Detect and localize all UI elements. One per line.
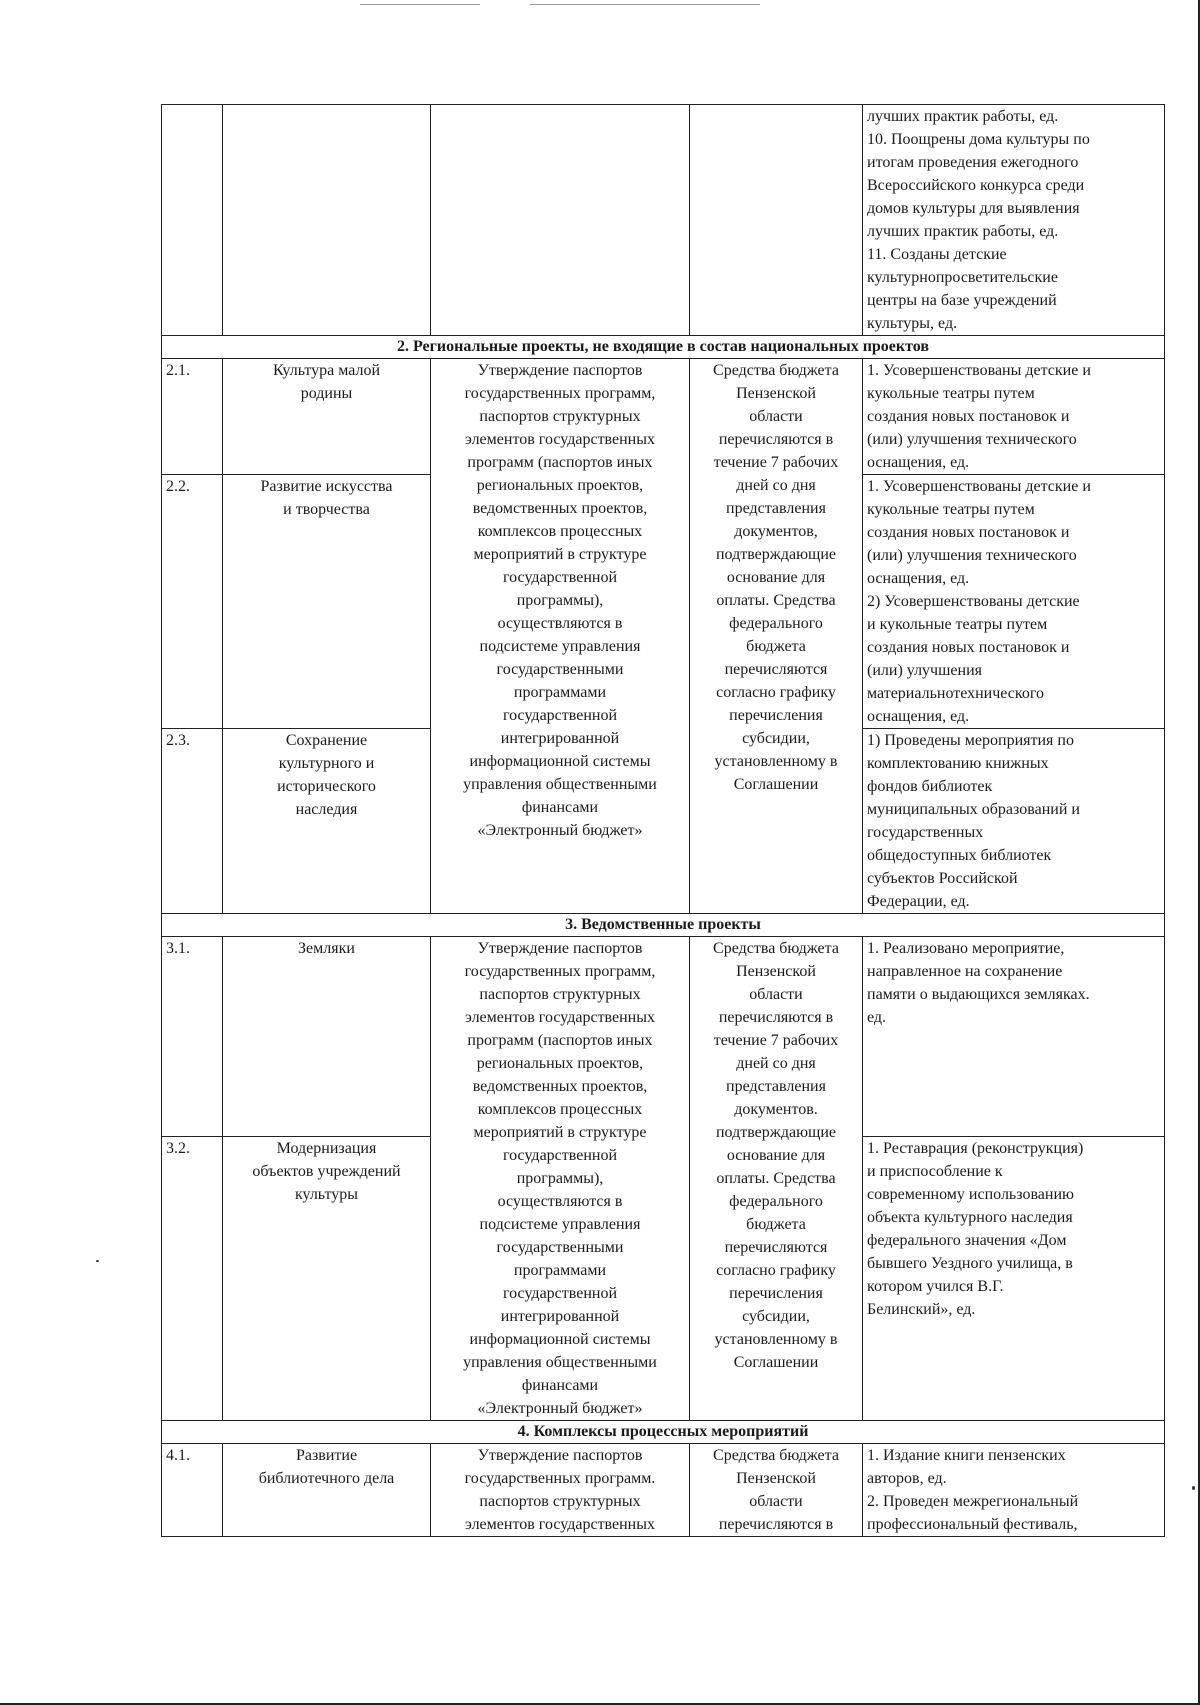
text-line: Всероссийского конкурса среди (867, 177, 1085, 194)
text-line: государственной (502, 569, 618, 586)
results-cell (863, 475, 1165, 729)
text-line: мероприятий в структуре (473, 1124, 647, 1141)
text-line: и кукольные театры путем (867, 616, 1048, 633)
text-line: наследия (295, 801, 358, 818)
text-line: 1. Усовершенствованы детские и (867, 478, 1091, 495)
scan-artifact-line (530, 4, 760, 5)
text-line: лучших практик работы, ед. (867, 108, 1059, 125)
text-line: (или) улучшения (867, 662, 982, 679)
results-cell (863, 937, 1165, 1137)
text-line: 10. Поощрены дома культуры по (867, 131, 1090, 148)
row-number: 2.1. (162, 359, 223, 475)
text-line: федерального (729, 615, 823, 632)
text-line: культурного и (278, 755, 375, 772)
text-line: исторического (277, 778, 376, 795)
text-line: субсидии, (742, 730, 810, 747)
text-line: бюджета (746, 638, 806, 655)
section-title: 2. Региональные проекты, не входящие в состав национальных проектов (162, 336, 1165, 359)
text-line: (или) улучшения технического (867, 547, 1077, 564)
text-line: управления общественными (463, 1354, 657, 1371)
text-line: Утверждение паспортов (477, 1447, 643, 1464)
text-line: 1) Проведены мероприятия по (867, 732, 1074, 749)
results-cell (863, 359, 1165, 475)
text-line: информационной системы (469, 1331, 651, 1348)
text-line: Земляки (298, 940, 355, 957)
project-name (223, 1444, 431, 1537)
project-name (223, 359, 431, 475)
project-name (223, 729, 431, 914)
text-line: комплексов процессных (477, 1101, 643, 1118)
text-line: области (749, 986, 803, 1003)
results-cell (863, 105, 1165, 336)
text-line: объекта культурного наследия (867, 1209, 1073, 1226)
text-line: ед. (867, 1009, 887, 1026)
text-line: финансами (521, 1377, 599, 1394)
text-line: (или) улучшения технического (867, 431, 1077, 448)
funding-cell (690, 105, 863, 336)
text-line: оснащения, ед. (867, 570, 970, 587)
scan-speck (96, 1260, 99, 1262)
text-line: дней со дня (736, 1055, 816, 1072)
text-line: Развитие искусства (260, 478, 393, 495)
text-line: перечисления (729, 1285, 823, 1302)
funding-cell (690, 1444, 863, 1537)
text-line: культуры, ед. (867, 315, 958, 332)
text-line: подсистеме управления (479, 1216, 641, 1233)
text-line: программ (паспортов иных (467, 1032, 653, 1049)
text-line: Средства бюджета (713, 362, 839, 379)
text-line: осуществляются в (497, 615, 623, 632)
text-line: объектов учреждений (252, 1163, 401, 1180)
results-cell (863, 729, 1165, 914)
text-line: комплектованию книжных (867, 755, 1049, 772)
text-line: создания новых постановок и (867, 639, 1070, 656)
text-line: Средства бюджета (713, 940, 839, 957)
text-line: котором учился В.Г. (867, 1278, 1004, 1295)
text-line: государственных программ, (464, 963, 656, 980)
text-line: программы), (516, 592, 604, 609)
project-name (223, 937, 431, 1137)
text-line: установленному в (714, 753, 838, 770)
text-line: домов культуры для выявления (867, 200, 1080, 217)
text-line: создания новых постановок и (867, 524, 1070, 541)
text-line: программ (паспортов иных (467, 454, 653, 471)
text-line: информационной системы (469, 753, 651, 770)
results-cell (863, 1137, 1165, 1421)
text-line: паспортов структурных (479, 408, 641, 425)
text-line: программами (513, 684, 607, 701)
text-line: культурнопросветительские (867, 269, 1058, 286)
text-line: Средства бюджета (713, 1447, 839, 1464)
text-line: интегрированной (500, 1308, 620, 1325)
text-line: Модернизация (276, 1140, 377, 1157)
text-line: памяти о выдающихся земляках. (867, 986, 1090, 1003)
text-line: бюджета (746, 1216, 806, 1233)
text-line: перечисляются в (718, 431, 834, 448)
table-row-3-1 (162, 937, 1165, 1137)
row-number: 2.2. (162, 475, 223, 729)
funding-cell (690, 359, 863, 914)
text-line: мероприятий в структуре (473, 546, 647, 563)
text-line: культуры (294, 1186, 359, 1203)
text-line: перечисляются в (718, 1516, 834, 1533)
text-line: субъектов Российской (867, 870, 1018, 887)
text-line: муниципальных образований и (867, 801, 1080, 818)
text-line: государственными (496, 661, 624, 678)
funding-cell (690, 937, 863, 1421)
text-line: Культура малой (272, 362, 381, 379)
text-line: 11. Созданы детские (867, 246, 1007, 263)
text-line: Белинский», ед. (867, 1301, 976, 1318)
text-line: центры на базе учреждений (867, 292, 1057, 309)
text-line: подтверждающие (715, 546, 837, 563)
text-line: течение 7 рабочих (713, 454, 839, 471)
mechanism-cell (431, 359, 690, 914)
text-line: направленное на сохранение (867, 963, 1063, 980)
name-cell (223, 105, 431, 336)
text-line: общедоступных библиотек (867, 847, 1052, 864)
text-line: согласно графику (716, 684, 836, 701)
text-line: Пензенской (736, 1470, 816, 1487)
text-line: основание для (726, 1147, 826, 1164)
row-number: 3.2. (162, 1137, 223, 1421)
text-line: Утверждение паспортов (477, 940, 643, 957)
text-line: основание для (726, 569, 826, 586)
table-row-2-1 (162, 359, 1165, 475)
text-line: лучших практик работы, ед. (867, 223, 1059, 240)
text-line: 1. Издание книги пензенских (867, 1447, 1066, 1464)
text-line: и приспособление к (867, 1163, 1003, 1180)
text-line: перечисляются (724, 1239, 828, 1256)
text-line: создания новых постановок и (867, 408, 1070, 425)
text-line: итогам проведения ежегодного (867, 154, 1079, 171)
text-line: государственных программ. (464, 1470, 656, 1487)
text-line: государственных программ, (464, 385, 656, 402)
text-line: Утверждение паспортов (477, 362, 643, 379)
text-line: «Электронный бюджет» (477, 822, 643, 839)
text-line: подтверждающие (715, 1124, 837, 1141)
text-line: оснащения, ед. (867, 454, 970, 471)
text-line: перечисления (729, 707, 823, 724)
text-line: кукольные театры путем (867, 385, 1035, 402)
scan-speck (1192, 1486, 1195, 1490)
text-line: фондов библиотек (867, 778, 993, 795)
text-line: государственных (867, 824, 984, 841)
text-line: Пензенской (736, 385, 816, 402)
text-line: перечисляются в (718, 1009, 834, 1026)
text-line: бывшего Уездного училища, в (867, 1255, 1073, 1272)
text-line: 1. Усовершенствованы детские и (867, 362, 1091, 379)
text-line: комплексов процессных (477, 523, 643, 540)
project-name (223, 1137, 431, 1421)
row-number: 3.1. (162, 937, 223, 1137)
text-line: ведомственных проектов, (472, 1078, 648, 1095)
text-line: управления общественными (463, 776, 657, 793)
row-number: 2.3. (162, 729, 223, 914)
text-line: Федерации, ед. (867, 893, 970, 910)
text-line: дней со дня (736, 477, 816, 494)
text-line: государственной (502, 1147, 618, 1164)
text-line: Сохранение (285, 732, 368, 749)
text-line: современному использованию (867, 1186, 1074, 1203)
text-line: документов, (734, 523, 818, 540)
text-line: профессиональный фестиваль, (867, 1516, 1078, 1533)
section-2-header-row (162, 336, 1165, 359)
text-line: 1. Реализовано мероприятие, (867, 940, 1065, 957)
text-line: государственной (502, 1285, 618, 1302)
results-cell (863, 1444, 1165, 1537)
text-line: паспортов структурных (479, 1493, 641, 1510)
text-line: авторов, ед. (867, 1470, 947, 1487)
text-line: государственными (496, 1239, 624, 1256)
row-number: 4.1. (162, 1444, 223, 1537)
text-line: области (749, 408, 803, 425)
text-line: согласно графику (716, 1262, 836, 1279)
section-4-header-row (162, 1421, 1165, 1444)
section-3-header-row (162, 914, 1165, 937)
mechanism-cell (431, 1444, 690, 1537)
results-table (161, 104, 1165, 1537)
text-line: федерального (729, 1193, 823, 1210)
text-line: субсидии, (742, 1308, 810, 1325)
text-line: финансами (521, 799, 599, 816)
text-line: 2. Проведен межрегиональный (867, 1493, 1079, 1510)
text-line: Соглашении (733, 776, 819, 793)
text-line: осуществляются в (497, 1193, 623, 1210)
text-line: ведомственных проектов, (472, 500, 648, 517)
text-line: программы), (516, 1170, 604, 1187)
text-line: интегрированной (500, 730, 620, 747)
num-cell (162, 105, 223, 336)
mechanism-cell (431, 105, 690, 336)
text-line: «Электронный бюджет» (477, 1400, 643, 1417)
text-line: представления (726, 500, 826, 517)
section-title: 3. Ведомственные проекты (162, 914, 1165, 937)
text-line: 2) Усовершенствованы детские (867, 593, 1080, 610)
section-title: 4. Комплексы процессных мероприятий (162, 1421, 1165, 1444)
text-line: паспортов структурных (479, 986, 641, 1003)
table-row-4-1 (162, 1444, 1165, 1537)
text-line: течение 7 рабочих (713, 1032, 839, 1049)
text-line: установленному в (714, 1331, 838, 1348)
text-line: федерального значения «Дом (867, 1232, 1067, 1249)
text-line: перечисляются (724, 661, 828, 678)
text-line: оплаты. Средства (716, 1170, 836, 1187)
text-line: и творчества (283, 501, 370, 518)
text-line: элементов государственных (464, 431, 655, 448)
text-line: 1. Реставрация (реконструкция) (867, 1140, 1084, 1157)
text-line: Пензенской (736, 963, 816, 980)
project-name (223, 475, 431, 729)
text-line: родины (300, 385, 353, 402)
text-line: элементов государственных (464, 1009, 655, 1026)
text-line: подсистеме управления (479, 638, 641, 655)
text-line: Развитие (295, 1447, 358, 1464)
text-line: программами (513, 1262, 607, 1279)
text-line: оснащения, ед. (867, 708, 970, 725)
mechanism-cell (431, 937, 690, 1421)
text-line: Соглашении (733, 1354, 819, 1371)
text-line: документов. (734, 1101, 818, 1118)
text-line: кукольные театры путем (867, 501, 1035, 518)
text-line: материальнотехнического (867, 685, 1045, 702)
text-line: региональных проектов, (476, 1055, 644, 1072)
text-line: элементов государственных (464, 1516, 655, 1533)
text-line: представления (726, 1078, 826, 1095)
scan-artifact-line (360, 4, 480, 5)
continuation-row (162, 105, 1165, 336)
text-line: области (749, 1493, 803, 1510)
text-line: библиотечного дела (258, 1470, 395, 1487)
text-line: государственной (502, 707, 618, 724)
text-line: оплаты. Средства (716, 592, 836, 609)
text-line: региональных проектов, (476, 477, 644, 494)
